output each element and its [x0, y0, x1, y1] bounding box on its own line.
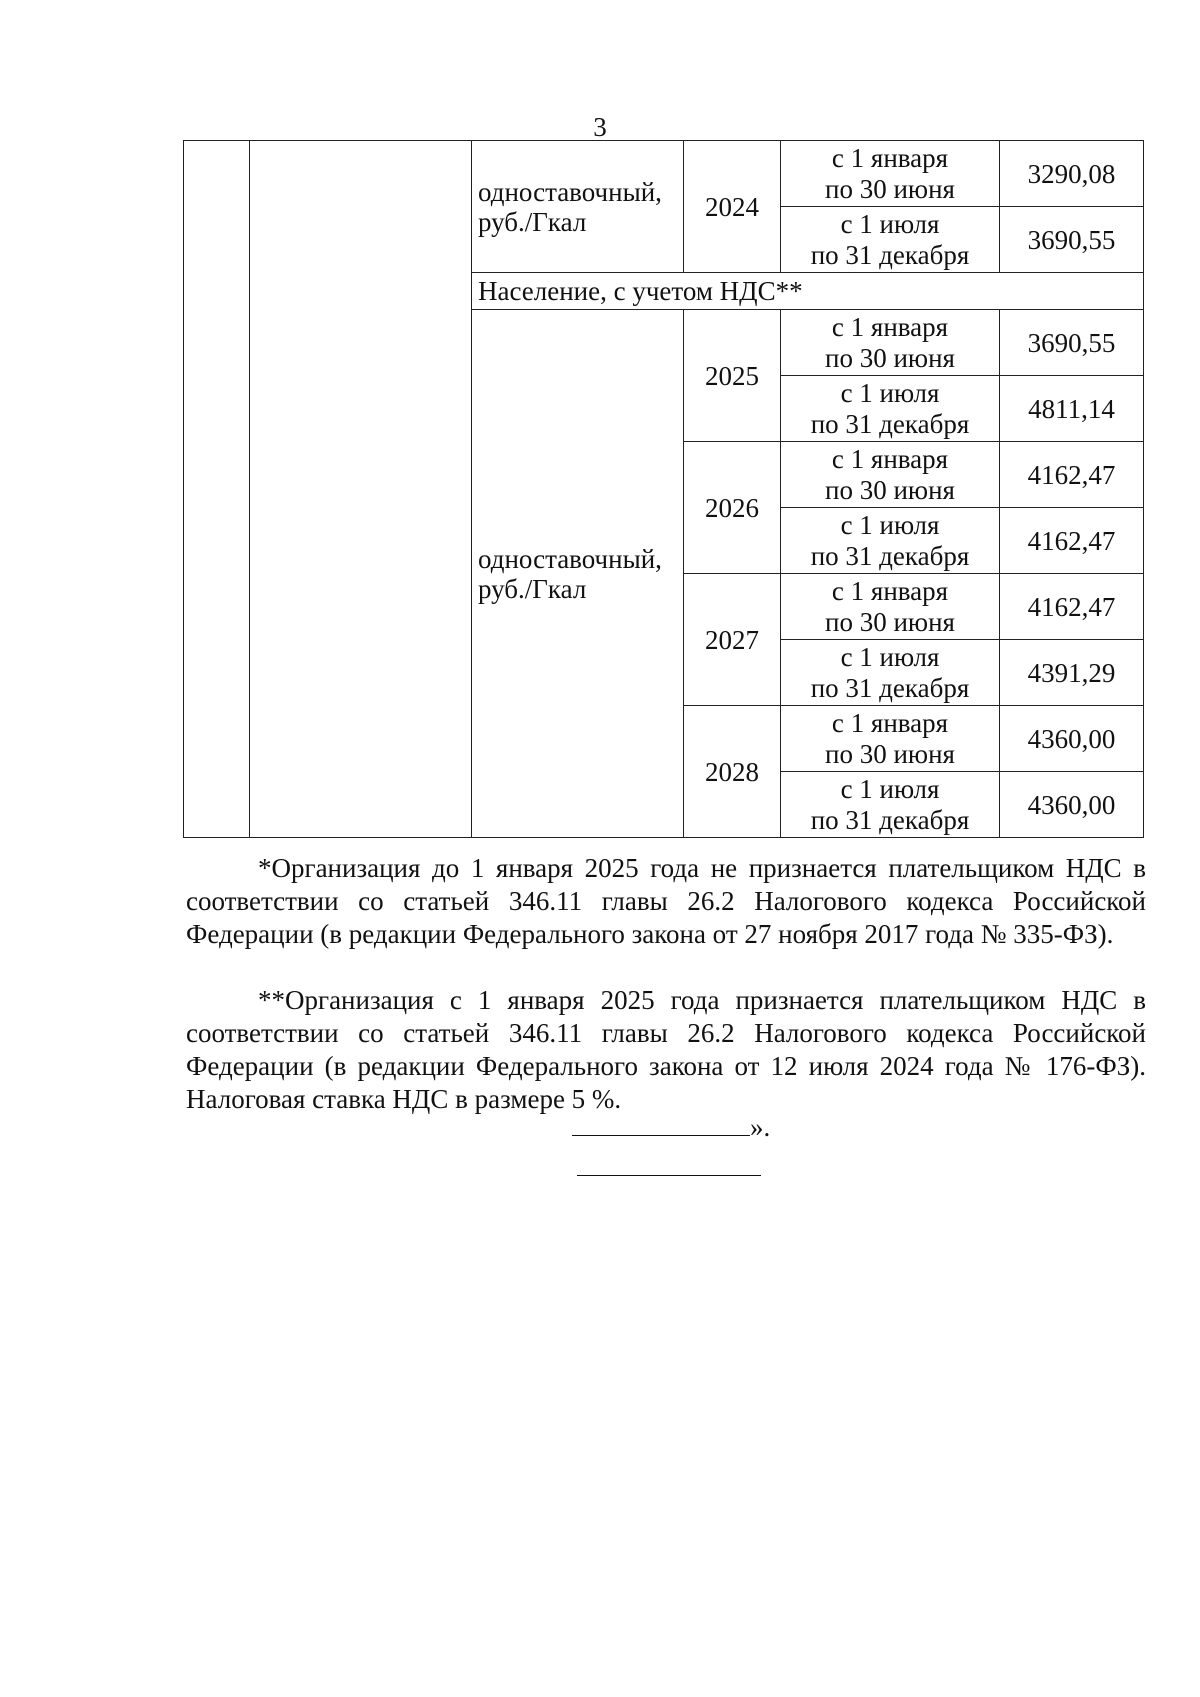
period-from: с 1 января	[831, 707, 949, 738]
year-cell: 2028	[684, 706, 781, 838]
period-from: с 1 июля	[840, 509, 940, 540]
closing-quote-line	[572, 1112, 770, 1143]
period-from: с 1 июля	[840, 773, 940, 804]
year-cell: 2026	[684, 442, 781, 574]
period-to: по 30 июня	[825, 342, 955, 373]
period-cell	[781, 141, 1000, 207]
period-cell	[781, 207, 1000, 273]
period-from: с 1 января	[831, 142, 949, 173]
period-cell	[781, 442, 1000, 508]
period-to: по 30 июня	[825, 738, 955, 769]
year-cell: 2024	[684, 141, 781, 273]
rate-line: одноставочный,	[478, 543, 662, 574]
period-from: с 1 июля	[840, 208, 940, 239]
footnote-2	[186, 984, 1146, 1116]
period-cell	[781, 376, 1000, 442]
period-to: по 30 июня	[825, 606, 955, 637]
period-to: по 30 июня	[825, 474, 955, 505]
rate-unit: руб./Гкал	[478, 573, 587, 604]
period-cell	[781, 706, 1000, 772]
value-cell: 4391,29	[1000, 640, 1144, 706]
period-to: по 30 июня	[825, 173, 955, 204]
blank-column-1	[184, 141, 250, 838]
closing-mark: ».	[750, 1112, 771, 1142]
signature-underline	[572, 1117, 750, 1136]
period-cell	[781, 772, 1000, 838]
year-cell: 2025	[684, 310, 781, 442]
period-to: по 31 декабря	[810, 408, 970, 439]
period-cell	[781, 508, 1000, 574]
value-cell: 3690,55	[1000, 207, 1144, 273]
rate-unit: руб./Гкал	[478, 206, 587, 237]
period-to: по 31 декабря	[810, 540, 970, 571]
period-cell	[781, 640, 1000, 706]
footnote-1-text: *Организация до 1 января 2025 года не признается плательщиком НДС в соответствии со статьей 346.11 главы 26.2 Налогового кодекса Российской Федерации (в редакции Федерального закона от 27 ноября 2017 года № 335-ФЗ).	[186, 853, 1146, 949]
tariff-table	[183, 140, 1144, 838]
value-cell: 3290,08	[1000, 141, 1144, 207]
table-row	[184, 141, 1144, 207]
value-cell: 4162,47	[1000, 508, 1144, 574]
value-cell: 4360,00	[1000, 772, 1144, 838]
period-from: с 1 июля	[840, 641, 940, 672]
period-from: с 1 января	[831, 575, 949, 606]
period-from: с 1 января	[831, 443, 949, 474]
period-to: по 31 декабря	[810, 672, 970, 703]
year-cell: 2027	[684, 574, 781, 706]
footnote-1	[186, 852, 1146, 951]
period-to: по 31 декабря	[810, 239, 970, 270]
period-from: с 1 января	[831, 311, 949, 342]
rate-cell-block2	[472, 310, 684, 838]
blank-column-2	[250, 141, 472, 838]
value-cell: 4162,47	[1000, 574, 1144, 640]
value-cell: 4162,47	[1000, 442, 1144, 508]
rate-line: одноставочный,	[478, 176, 662, 207]
section-header: Население, с учетом НДС**	[472, 273, 1144, 310]
value-cell: 4360,00	[1000, 706, 1144, 772]
page-number: 3	[593, 112, 607, 142]
end-separator-line	[577, 1175, 761, 1176]
period-cell	[781, 310, 1000, 376]
value-cell: 4811,14	[1000, 376, 1144, 442]
period-cell	[781, 574, 1000, 640]
value-cell: 3690,55	[1000, 310, 1144, 376]
period-to: по 31 декабря	[810, 804, 970, 835]
period-from: с 1 июля	[840, 377, 940, 408]
rate-cell-block1	[472, 141, 684, 273]
footnote-2-text: **Организация с 1 января 2025 года признается плательщиком НДС в соответствии со статьей 346.11 главы 26.2 Налогового кодекса Российской Федерации (в редакции Федерального закона от 12 июля 2024 года № 176-ФЗ). Налоговая ставка НДС в размере 5 %.	[186, 985, 1146, 1114]
